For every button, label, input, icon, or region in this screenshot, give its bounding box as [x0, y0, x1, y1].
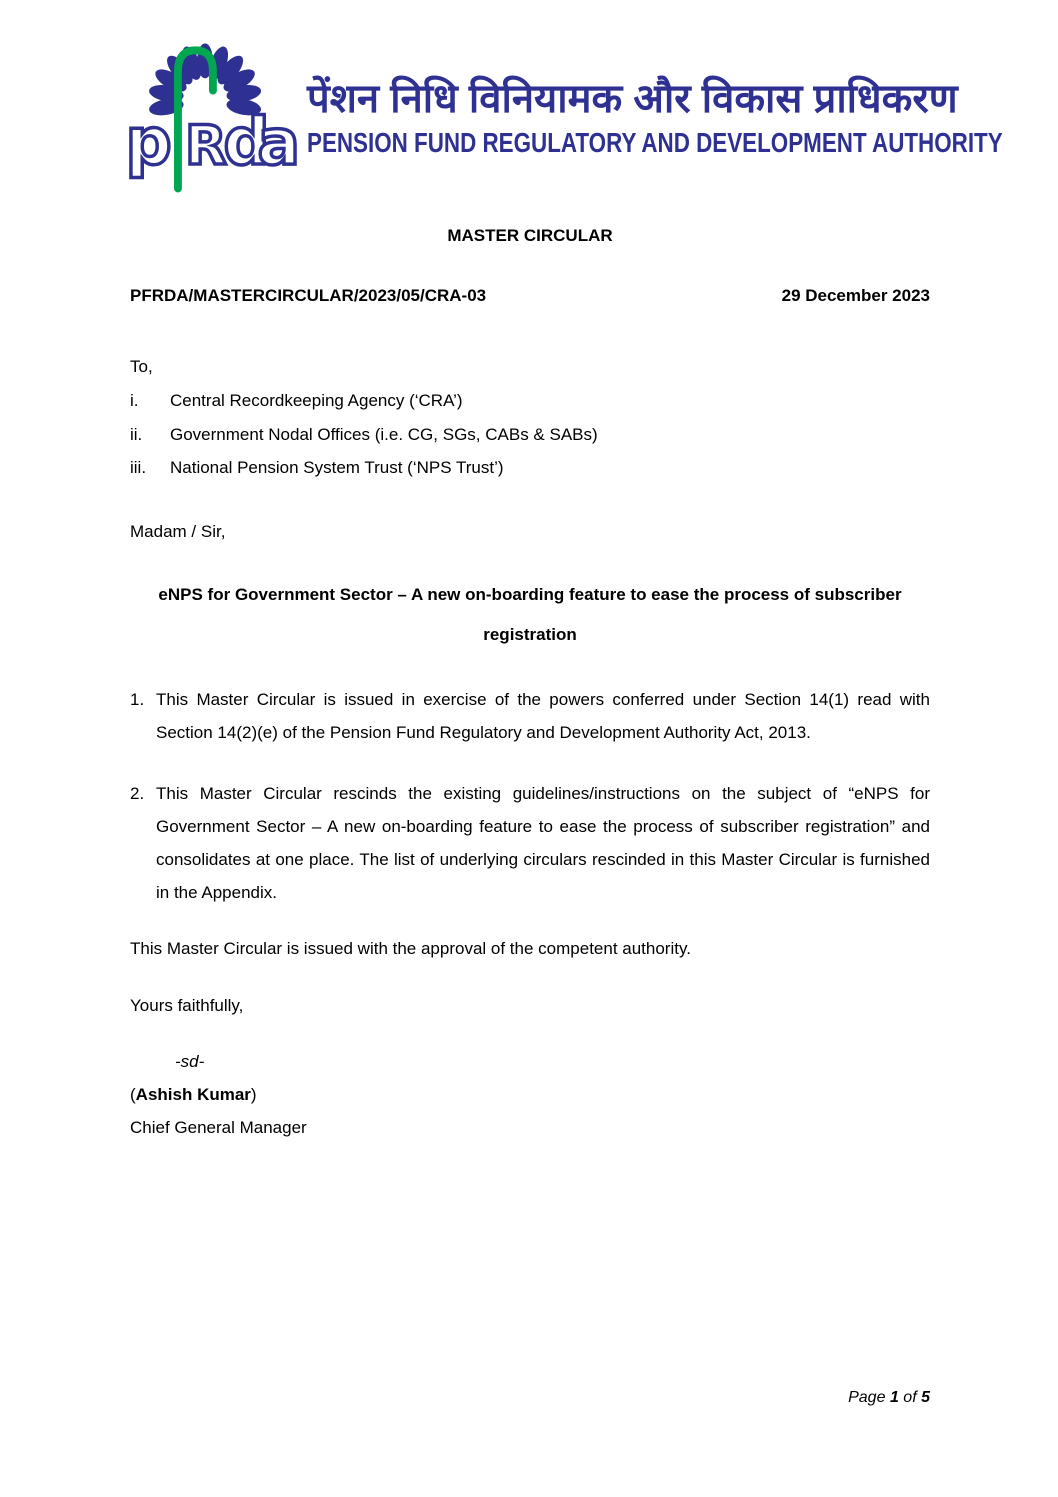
signatory-name [130, 1078, 930, 1112]
recipient-item [130, 418, 930, 452]
reference-row [130, 286, 930, 306]
valediction: Yours faithfully, [130, 995, 244, 1015]
recipient-text: Government Nodal Offices (i.e. CG, SGs, CABs & SABs) [170, 424, 598, 444]
letterhead [115, 15, 1003, 200]
pfrda-logo-icon [115, 15, 303, 200]
total-pages: 5 [921, 1389, 930, 1406]
document-date: 29 December 2023 [781, 286, 930, 305]
paragraph-number: 2. [130, 783, 145, 803]
signature-sd: -sd- [175, 1051, 205, 1071]
recipient-item [130, 384, 930, 418]
signatory-name-close-paren: ) [250, 1084, 257, 1104]
recipient-item [130, 451, 930, 485]
svg-text:a: a [257, 106, 301, 180]
org-name-hindi: पेंशन निधि विनियामक और विकास प्राधिकरण [307, 77, 958, 121]
signatory-name-open-paren: ( [130, 1084, 136, 1104]
subject-heading: eNPS for Government Sector – A new on-boarding feature to ease the process of subscriber registration [158, 584, 902, 644]
paragraph-number: 1. [130, 689, 145, 709]
recipient-index: iii. [130, 458, 147, 477]
reference-number: PFRDA/MASTERCIRCULAR/2023/05/CRA-03 [130, 286, 487, 305]
page-number: 1 [889, 1389, 899, 1406]
page-footer [848, 1389, 930, 1407]
paragraph-text: This Master Circular is issued in exercise of the powers conferred under Section 14(1) read with Section 14(2)(e) of the Pension Fund Regulatory and Development Authority Act, 2013. [156, 689, 930, 742]
recipient-text: National Pension System Trust (‘NPS Trust’) [170, 458, 504, 477]
closing-note: This Master Circular is issued with the approval of the competent authority. [130, 938, 691, 958]
document-title: MASTER CIRCULAR [447, 226, 613, 245]
signatory-designation: Chief General Manager [130, 1118, 307, 1137]
org-name-english: PENSION FUND REGULATORY AND DEVELOPMENT AUTHORITY [307, 127, 1003, 158]
svg-text:R: R [184, 114, 227, 178]
recipient-index: i. [130, 391, 139, 410]
paragraph-text: This Master Circular rescinds the existing guidelines/instructions on the subject of “eNPS for Government Sector – A new on-boarding feature to ease the process of subscriber registration” and consolidates at one place. The list of underlying circulars rescinded in this Master Circular is furnished in the Appendix. [156, 783, 930, 902]
org-names [307, 15, 1058, 159]
logo-letters [125, 105, 300, 180]
signatory-name-text: Ashish Kumar [135, 1084, 251, 1104]
greeting: Madam / Sir, [130, 521, 226, 541]
recipient-list [130, 384, 930, 485]
of-label: of [903, 1389, 917, 1406]
svg-text:p: p [125, 105, 172, 181]
page-label: Page [848, 1389, 886, 1406]
paragraph-1 [130, 683, 930, 749]
recipient-text: Central Recordkeeping Agency (‘CRA’) [170, 391, 463, 410]
to-label: To, [130, 357, 153, 376]
recipient-index: ii. [130, 424, 143, 444]
paragraph-2 [130, 777, 930, 909]
svg-text:d: d [223, 105, 270, 181]
